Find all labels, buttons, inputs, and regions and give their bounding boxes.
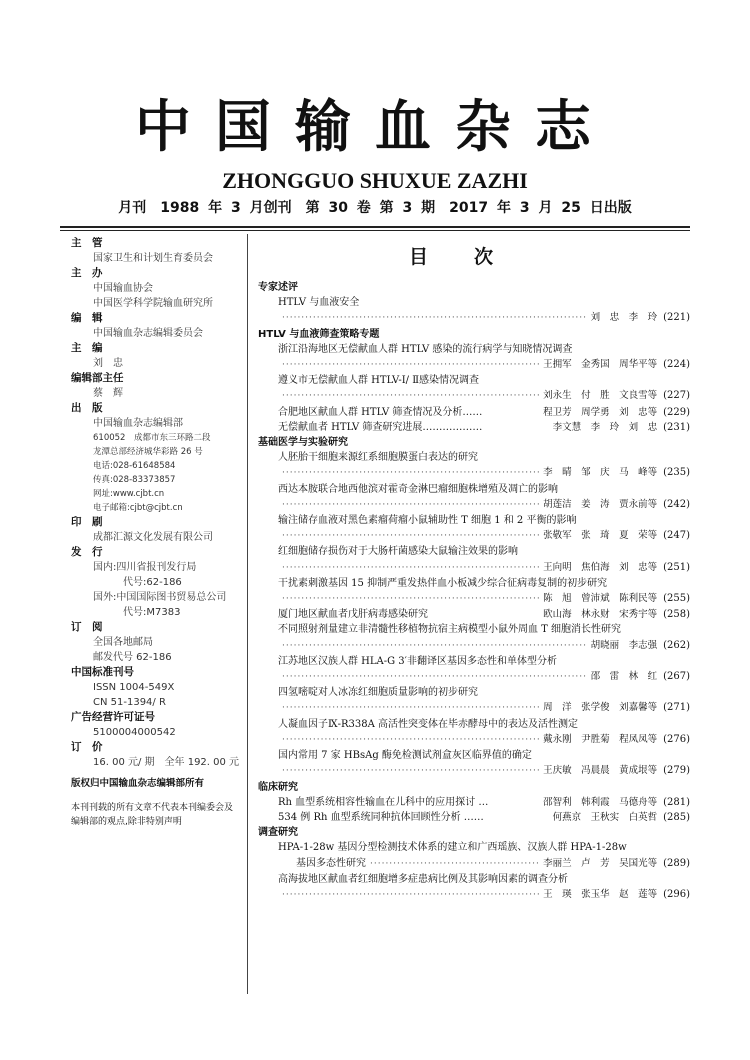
info-value: 5100004000542 bbox=[93, 727, 176, 738]
toc-leader-dots bbox=[282, 389, 539, 404]
toc-leader-dots bbox=[282, 888, 539, 903]
info-label: 出 版 bbox=[71, 402, 103, 414]
toc-entry bbox=[258, 528, 690, 544]
toc-entry-page: (296) bbox=[663, 888, 690, 900]
toc-entry-page: (227) bbox=[663, 390, 690, 402]
header-rule bbox=[60, 226, 690, 228]
toc-entry-authors: 王庆敏 冯晨晨 黄成垠等 bbox=[543, 765, 658, 777]
info-label: 订 价 bbox=[71, 741, 103, 753]
toc-entry-title: 国内常用 7 家 HBsAg 酶免检测试剂盒灰区临界值的确定 bbox=[278, 750, 532, 762]
info-label: 主 办 bbox=[71, 267, 103, 279]
toc-entry-page: (285) bbox=[663, 811, 690, 823]
info-value: 国内:四川省报刊发行局 bbox=[93, 562, 197, 573]
toc-entry-page: (255) bbox=[663, 593, 690, 605]
toc-entry-authors: 戴永刚 尹胜菊 程凤凤等 bbox=[543, 733, 658, 745]
toc-entry-title: 遵义市无偿献血人群 HTLV-Ⅰ/ Ⅱ感染情况调查 bbox=[278, 375, 480, 387]
info-label: 广告经营许可证号 bbox=[71, 711, 155, 723]
toc-entry bbox=[258, 887, 690, 903]
toc-entry bbox=[258, 591, 690, 607]
toc-entry-authors: 李文慧 李 玲 刘 忠 bbox=[552, 421, 658, 433]
copyright-notice: 版权归中国输血杂志编辑部所有 bbox=[71, 778, 205, 789]
toc-entry bbox=[258, 560, 690, 576]
info-value: 代号:M7383 bbox=[93, 607, 181, 618]
toc-entry bbox=[258, 420, 690, 435]
info-value: 国外:中国国际图书贸易总公司 bbox=[93, 592, 227, 603]
info-value: 代号:62-186 bbox=[93, 577, 182, 588]
info-value: CN 51-1394/ R bbox=[93, 697, 166, 708]
toc-entry bbox=[258, 497, 690, 513]
toc-entry-authors: 胡莲洁 姜 涛 贾永前等 bbox=[543, 498, 658, 510]
toc-entry bbox=[258, 388, 690, 404]
toc-entry-page: (247) bbox=[663, 530, 690, 542]
toc-entry-page: (221) bbox=[663, 312, 690, 324]
toc-entry-page: (289) bbox=[663, 857, 690, 869]
toc-entry-authors: 张敬军 张 琦 夏 荣等 bbox=[543, 530, 658, 542]
toc-entry-authors: 李 晴 邹 庆 马 峰等 bbox=[543, 467, 658, 479]
info-label: 订 阅 bbox=[71, 621, 103, 633]
toc-entry-title: HPA-1-28w 基因分型检测技术体系的建立和广西瑶族、汉族人群 HPA-1-28w bbox=[278, 842, 627, 854]
toc-entry-page: (258) bbox=[663, 609, 690, 621]
toc-entry-authors: 胡晓丽 李志强 bbox=[590, 639, 658, 651]
info-value: 16. 00 元/ 期 全年 192. 00 元 bbox=[93, 757, 240, 768]
toc-entry bbox=[258, 607, 690, 622]
toc-entry bbox=[258, 732, 690, 748]
toc-entry-authors: 李丽兰 卢 芳 吴国光等 bbox=[543, 857, 658, 869]
toc-leader-dots bbox=[282, 358, 539, 373]
info-label: 印 刷 bbox=[71, 516, 103, 528]
toc-entry-authors: 刘永生 付 胜 文良雪等 bbox=[543, 390, 658, 402]
toc-entry-title: 浙江沿海地区无偿献血人群 HTLV 感染的流行病学与知晓情况调查 bbox=[278, 343, 573, 355]
issue-info: 月刊 1988 年 3 月创刊 第 30 卷 第 3 期 2017 年 3 月 25 日出版 bbox=[118, 200, 632, 216]
toc-entry bbox=[258, 405, 690, 420]
toc-entry-authors: 周 洋 张学俊 刘嘉馨等 bbox=[543, 702, 658, 714]
toc-entry-authors: 刘 忠 李 玲 bbox=[590, 312, 658, 324]
toc-entry-page: (224) bbox=[663, 359, 690, 371]
toc-entry-title: HTLV 与血液安全 bbox=[278, 297, 360, 309]
toc-entry bbox=[258, 638, 690, 654]
toc-section-title: HTLV 与血液筛查策略专题 bbox=[258, 328, 380, 340]
toc-entry-title: 干扰素刺激基因 15 抑制严重发热伴血小板减少综合征病毒复制的初步研究 bbox=[278, 577, 608, 589]
toc-section-title: 调查研究 bbox=[258, 827, 298, 839]
table-of-contents bbox=[258, 280, 690, 903]
toc-entry-title: 不同照射剂量建立非清髓性移植物抗宿主病模型小鼠外周血 T 细胞消长性研究 bbox=[278, 624, 622, 636]
toc-entry-title: 厦门地区献血者戊肝病毒感染研究 bbox=[278, 609, 428, 621]
toc-entry-title: 合肥地区献血人群 HTLV 筛查情况及分析…… bbox=[278, 406, 483, 418]
address-line: 610052 成都市东三环路二段 bbox=[93, 433, 211, 443]
info-value: 中国医学科学院输血研究所 bbox=[93, 298, 213, 309]
info-label: 主 管 bbox=[71, 237, 103, 249]
toc-entry-title: 高海拔地区献血者红细胞增多症患病比例及其影响因素的调查分析 bbox=[278, 873, 568, 885]
toc-entry-title: Rh 血型系统相容性输血在儿科中的应用探讨 … bbox=[278, 796, 489, 808]
toc-entry-authors: 王拥军 金秀国 周华平等 bbox=[543, 359, 658, 371]
header-rule-thin bbox=[60, 230, 690, 231]
toc-leader-dots bbox=[282, 639, 587, 654]
journal-title-en: ZHONGGUO SHUXUE ZAZHI bbox=[222, 168, 528, 193]
toc-entry-title: 江苏地区汉族人群 HLA-G 3′非翻译区基因多态性和单体型分析 bbox=[278, 655, 557, 667]
disclaimer: 本刊刊载的所有文章不代表本刊编委会及编辑部的观点,除非特别声明 bbox=[71, 803, 234, 827]
address-line: 龙潭总部经济城华彩路 26 号 bbox=[93, 447, 203, 457]
toc-leader-dots bbox=[282, 498, 539, 513]
info-value: 邮发代号 62-186 bbox=[93, 652, 172, 663]
toc-entry-page: (229) bbox=[663, 406, 690, 418]
toc-entry-page: (276) bbox=[663, 733, 690, 745]
toc-entry-page: (262) bbox=[663, 639, 690, 651]
info-value: 全国各地邮局 bbox=[93, 637, 153, 648]
toc-leader-dots bbox=[282, 764, 539, 779]
publication-info-sidebar bbox=[71, 236, 241, 829]
toc-leader-dots bbox=[282, 561, 539, 576]
toc-entry-title-cont: 基因多态性研究 bbox=[296, 857, 366, 869]
toc-entry-title: 西达本胺联合地西他滨对霍奇金淋巴瘤细胞株增殖及凋亡的影响 bbox=[278, 483, 558, 495]
info-value: 中国输血杂志编辑部 bbox=[93, 418, 183, 429]
toc-leader-dots bbox=[282, 311, 587, 326]
toc-entry-page: (267) bbox=[663, 671, 690, 683]
toc-entry-title: 红细胞储存损伤对于大肠杆菌感染大鼠输注效果的影响 bbox=[278, 546, 518, 558]
info-value: 成都汇源文化发展有限公司 bbox=[93, 532, 213, 543]
toc-entry bbox=[258, 700, 690, 716]
info-label: 主 编 bbox=[71, 342, 103, 354]
address-line: 电话:028-61648584 bbox=[93, 461, 176, 471]
info-value: 国家卫生和计划生育委员会 bbox=[93, 253, 213, 264]
toc-leader-dots bbox=[282, 701, 539, 716]
toc-entry bbox=[258, 357, 690, 373]
toc-section-title: 专家述评 bbox=[258, 282, 298, 293]
toc-entry-authors: 王向明 焦伯海 刘 忠等 bbox=[543, 561, 658, 573]
toc-entry-page: (271) bbox=[663, 702, 690, 714]
toc-entry-authors: 邵 雷 林 红 bbox=[590, 671, 658, 683]
info-label: 编辑部主任 bbox=[71, 372, 124, 384]
info-value: 刘 忠 bbox=[93, 358, 123, 369]
toc-entry bbox=[258, 795, 690, 810]
toc-entry bbox=[258, 856, 690, 872]
toc-entry bbox=[258, 810, 690, 825]
info-value: ISSN 1004-549X bbox=[93, 682, 175, 693]
journal-title-cn: 中国输血杂志 bbox=[135, 94, 615, 160]
toc-leader-dots bbox=[282, 529, 539, 544]
toc-section-title: 临床研究 bbox=[258, 781, 298, 793]
toc-entry-page: (242) bbox=[663, 498, 690, 510]
toc-leader-dots bbox=[282, 670, 587, 685]
toc-leader-dots bbox=[282, 466, 539, 481]
toc-entry-authors: 陈 旭 曾沛斌 陈利民等 bbox=[543, 593, 658, 605]
toc-heading: 目次 bbox=[408, 246, 539, 268]
toc-entry-title: 人凝血因子Ⅸ-R338A 高活性突变体在毕赤酵母中的表达及活性测定 bbox=[278, 718, 579, 730]
toc-entry-title: 四氢嘧啶对人冰冻红细胞质量影响的初步研究 bbox=[278, 687, 478, 699]
column-divider bbox=[247, 234, 248, 994]
toc-entry-authors: 程卫芳 周学勇 刘 忠等 bbox=[543, 406, 658, 418]
toc-entry-title: 人胚胎干细胞来源红系细胞膜蛋白表达的研究 bbox=[278, 452, 478, 464]
toc-leader-dots bbox=[282, 592, 539, 607]
address-line: 电子邮箱:cjbt@cjbt.cn bbox=[93, 503, 183, 513]
toc-entry-title: 534 例 Rh 血型系统同种抗体回顾性分析 …… bbox=[278, 811, 484, 823]
toc-entry bbox=[258, 310, 690, 326]
toc-entry-page: (281) bbox=[663, 796, 690, 808]
toc-leader-dots bbox=[370, 857, 539, 872]
toc-entry-page: (251) bbox=[663, 561, 690, 573]
toc-entry-page: (235) bbox=[663, 467, 690, 479]
info-value: 蔡 辉 bbox=[93, 388, 123, 399]
toc-entry bbox=[258, 465, 690, 481]
toc-entry bbox=[258, 669, 690, 685]
toc-section-title: 基础医学与实验研究 bbox=[258, 437, 348, 449]
info-value: 中国输血协会 bbox=[93, 283, 153, 294]
address-line: 传真:028-83373857 bbox=[93, 475, 176, 485]
toc-entry-page: (231) bbox=[663, 421, 690, 433]
toc-leader-dots bbox=[282, 733, 539, 748]
toc-entry-authors: 邵智利 韩利霞 马德舟等 bbox=[543, 796, 658, 808]
toc-entry-page: (279) bbox=[663, 765, 690, 777]
address-line: 网址:www.cjbt.cn bbox=[93, 489, 165, 499]
toc-entry-title: 无偿献血者 HTLV 筛查研究进展……………… bbox=[278, 421, 483, 433]
toc-entry bbox=[258, 763, 690, 779]
info-label: 编 辑 bbox=[71, 312, 103, 324]
info-label: 发 行 bbox=[71, 546, 103, 558]
info-label: 中国标准刊号 bbox=[71, 666, 134, 678]
toc-entry-authors: 王 瑛 张玉华 赵 莲等 bbox=[543, 888, 658, 900]
toc-entry-authors: 何燕京 王秋实 白英哲 bbox=[552, 811, 658, 823]
info-value: 中国输血杂志编辑委员会 bbox=[93, 328, 203, 339]
toc-entry-authors: 欧山海 林永财 宋秀宇等 bbox=[543, 609, 658, 621]
toc-entry-title: 输注储存血液对黑色素瘤荷瘤小鼠辅助性 T 细胞 1 和 2 平衡的影响 bbox=[278, 515, 577, 527]
